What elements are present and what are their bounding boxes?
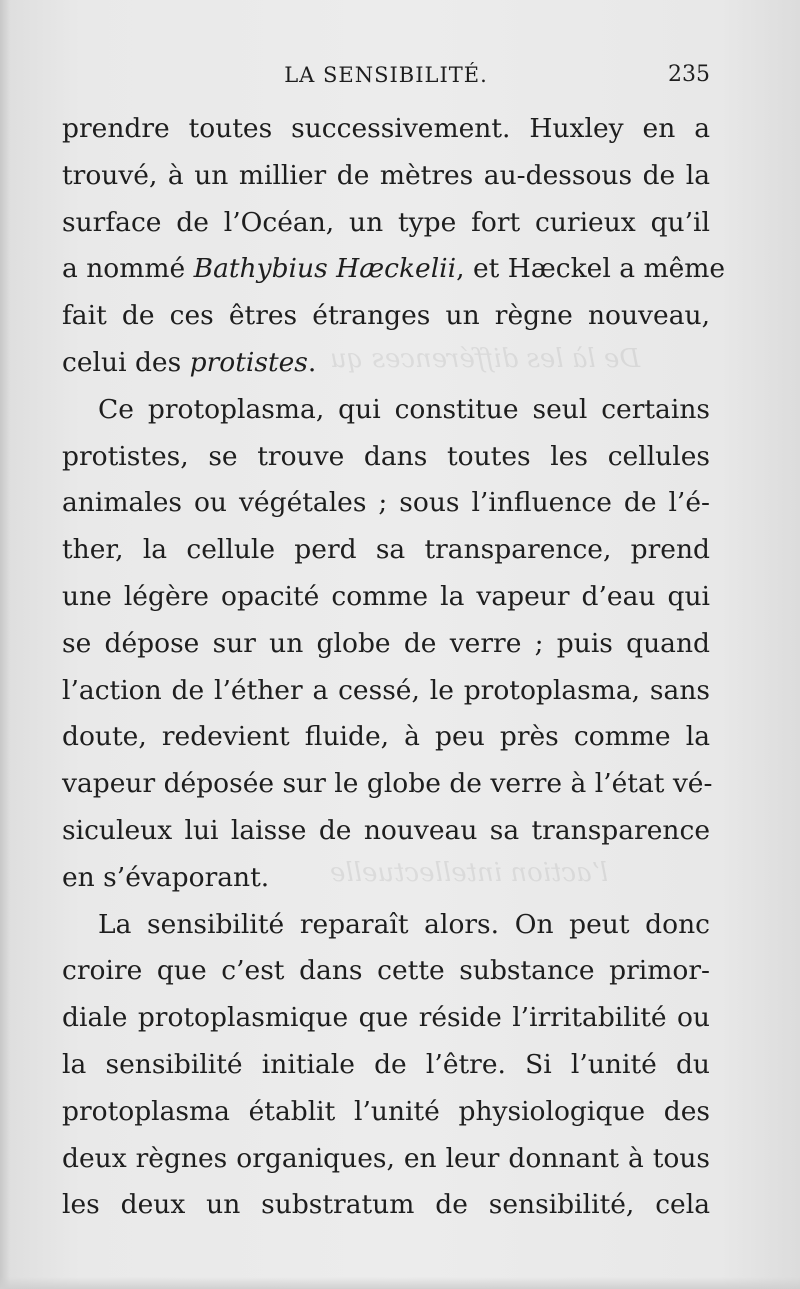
text-line: ther, la cellule perd sa transparence, prend xyxy=(62,534,710,566)
text-segment: . xyxy=(307,346,317,378)
bleed-through-text: De là les différences qu xyxy=(330,344,641,374)
text-segment: celui des xyxy=(62,346,190,378)
text-line: diale protoplasmique que réside l’irritabilité ou xyxy=(62,1002,710,1034)
text-line: animales ou végétales ; sous l’influence de l’é- xyxy=(62,487,710,519)
italic-species-name: Bathybius Hæckelii xyxy=(193,253,457,285)
text-line xyxy=(62,340,710,387)
text-line: une légère opacité comme la vapeur d’eau qui xyxy=(62,580,710,612)
text-line: doute, redevient fluide, à peu près comme la xyxy=(62,721,710,753)
running-title: LA SENSIBILITÉ. xyxy=(284,63,488,87)
text-line: croire que c’est dans cette substance primor- xyxy=(62,955,710,987)
page-header xyxy=(62,60,710,90)
text-line: surface de l’Océan, un type fort curieux qu’il xyxy=(62,206,710,238)
text-line: protistes, se trouve dans toutes les cellules xyxy=(62,440,710,472)
text-line: Ce protoplasma, qui constitue seul certains xyxy=(98,393,710,425)
page-number: 235 xyxy=(668,62,710,87)
text-line: se dépose sur un globe de verre ; puis quand xyxy=(62,627,710,659)
text-line: deux règnes organiques, en leur donnant à tous xyxy=(62,1142,710,1174)
italic-term: protistes xyxy=(189,346,308,378)
text-line: la sensibilité initiale de l’être. Si l’unité du xyxy=(62,1048,710,1080)
text-line: vapeur déposée sur le globe de verre à l’état vé- xyxy=(62,768,713,800)
text-line: fait de ces êtres étranges un règne nouveau, xyxy=(62,300,710,332)
text-line: trouvé, à un millier de mètres au-dessous de la xyxy=(62,159,710,191)
body-text xyxy=(62,106,726,1229)
text-line: l’action de l’éther a cessé, le protoplasma, sans xyxy=(62,674,710,706)
text-segment: a nommé xyxy=(62,253,194,285)
text-line: La sensibilité reparaît alors. On peut donc xyxy=(98,908,710,940)
text-line: protoplasma établit l’unité physiologique des xyxy=(62,1095,710,1127)
text-line xyxy=(62,246,726,293)
text-line: en s’évaporant. xyxy=(62,861,270,893)
text-segment: , et Hæckel a même xyxy=(456,253,726,285)
text-line: prendre toutes successivement. Huxley en a xyxy=(62,113,710,144)
text-line: siculeux lui laisse de nouveau sa transparence xyxy=(62,814,710,846)
text-line: les deux un substratum de sensibilité, cela xyxy=(62,1189,710,1221)
bleed-through-text: l’action intellectuelle xyxy=(330,858,609,888)
